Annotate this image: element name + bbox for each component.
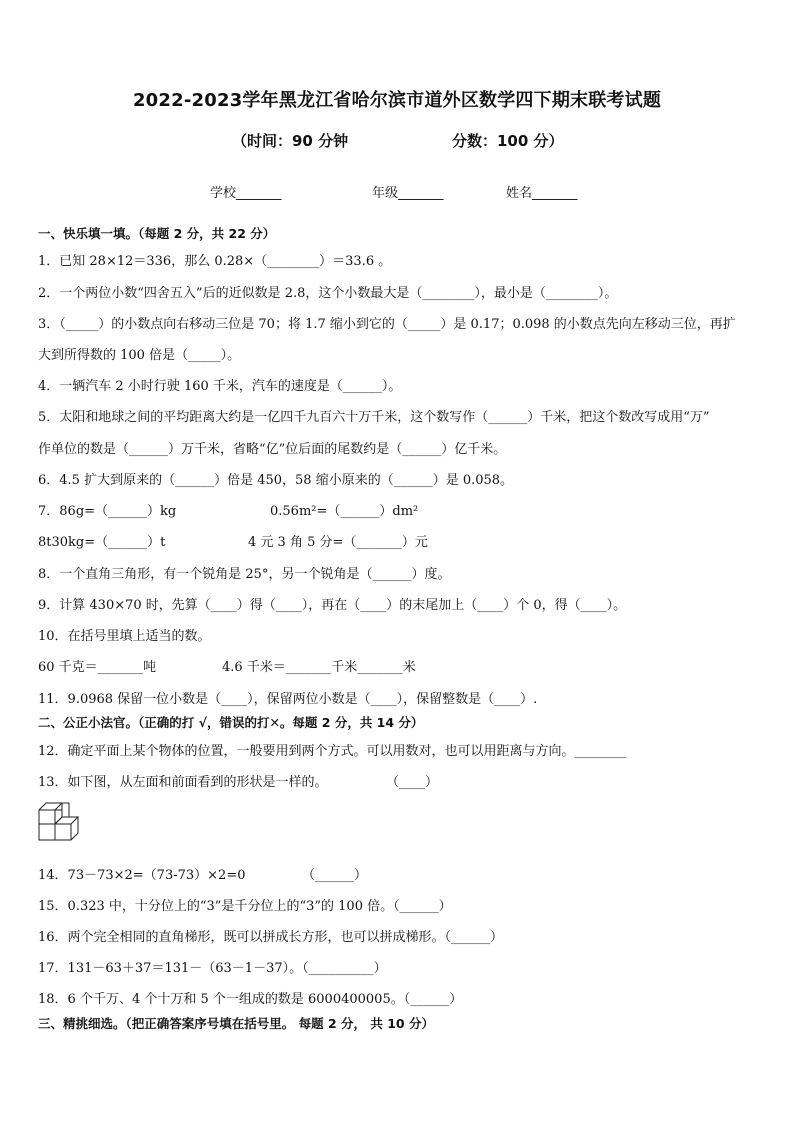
name-field: 姓名_______ — [506, 186, 578, 201]
question-10-part-a: 60 千克＝_______吨 — [38, 660, 157, 675]
question-7-part-a: 7．86g=（______）kg — [38, 504, 177, 519]
question-14-answer: （______） — [302, 868, 368, 883]
question-4: 4．一辆汽车 2 小时行驶 160 千米，汽车的速度是（______）。 — [38, 379, 402, 394]
exam-time: （时间：90 分钟 — [232, 132, 349, 150]
section-3-heading: 三、精挑细选。（把正确答案序号填在括号里。 每题 2 分， 共 10 分） — [38, 1016, 434, 1031]
question-3-line-2: 大到所得数的 100 倍是（_____）。 — [38, 348, 241, 363]
exam-score: 分数：100 分） — [452, 132, 564, 150]
question-13: 13．如下图，从左面和前面看到的形状是一样的。 — [38, 775, 328, 790]
question-5-line-2: 作单位的数是（______）万千米，省略“亿”位后面的尾数约是（______）亿千米。 — [38, 442, 507, 457]
question-15: 15．0.323 中，十分位上的“3”是千分位上的“3”的 100 倍。（______） — [38, 899, 452, 914]
question-3-line-1: 3．（_____）的小数点向右移动三位是 70；将 1.7 缩小到它的（_____）是 0.17；0.098 的小数点先向左移动三位，再扩 — [38, 317, 736, 332]
school-field: 学校_______ — [210, 186, 282, 201]
section-1-heading: 一、快乐填一填。（每题 2 分，共 22 分） — [38, 226, 276, 241]
question-10: 10．在括号里填上适当的数。 — [38, 629, 211, 644]
question-17: 17．131－63＋37＝131－（63－1－37）。（__________） — [38, 961, 387, 976]
question-12: 12．确定平面上某个物体的位置，一般要用到两个方式。可以用数对，也可以用距离与方向。________ — [38, 744, 627, 759]
question-16: 16．两个完全相同的直角梯形，既可以拼成长方形，也可以拼成梯形。（______） — [38, 930, 504, 945]
question-14: 14．73－73×2=（73-73）×2=0 — [38, 868, 246, 883]
section-2-heading: 二、公正小法官。（正确的打 √，错误的打✕。每题 2 分，共 14 分） — [38, 715, 424, 730]
question-7-part-c: 8t30kg=（______）t — [38, 535, 166, 550]
page-title: 2022-2023学年黑龙江省哈尔滨市道外区数学四下期末联考试题 — [132, 90, 662, 111]
question-10-part-b: 4.6 千米＝_______千米_______米 — [222, 660, 416, 675]
question-13-answer: （____） — [386, 775, 439, 790]
question-7-part-d: 4 元 3 角 5 分=（_______）元 — [248, 535, 428, 550]
question-9: 9．计算 430×70 时，先算（____）得（____），再在（____）的末尾加上（____）个 0，得（____）。 — [38, 598, 627, 613]
cube-stack-figure — [36, 800, 92, 846]
question-6: 6．4.5 扩大到原来的（______）倍是 450，58 缩小原来的（______）是 0.058。 — [38, 473, 514, 488]
question-8: 8．一个直角三角形，有一个锐角是 25°，另一个锐角是（______）度。 — [38, 567, 451, 582]
grade-field: 年级_______ — [372, 186, 444, 201]
question-7-part-b: 0.56m²=（______）dm² — [270, 504, 419, 519]
question-18: 18．6 个千万、4 个十万和 5 个一组成的数是 6000400005。（______） — [38, 992, 463, 1007]
question-1: 1．已知 28×12＝336，那么 0.28×（________）＝33.6 。 — [38, 254, 392, 269]
question-11: 11．9.0968 保留一位小数是（____），保留两位小数是（____），保留整数是（____）. — [38, 692, 538, 707]
question-2: 2．一个两位小数“四舍五入”后的近似数是 2.8，这个小数最大是（________），最小是（________）。 — [38, 286, 618, 301]
question-5-line-1: 5．太阳和地球之间的平均距离大约是一亿四千九百六十万千米，这个数写作（______）千米，把这个数改写成用“万” — [38, 410, 710, 425]
